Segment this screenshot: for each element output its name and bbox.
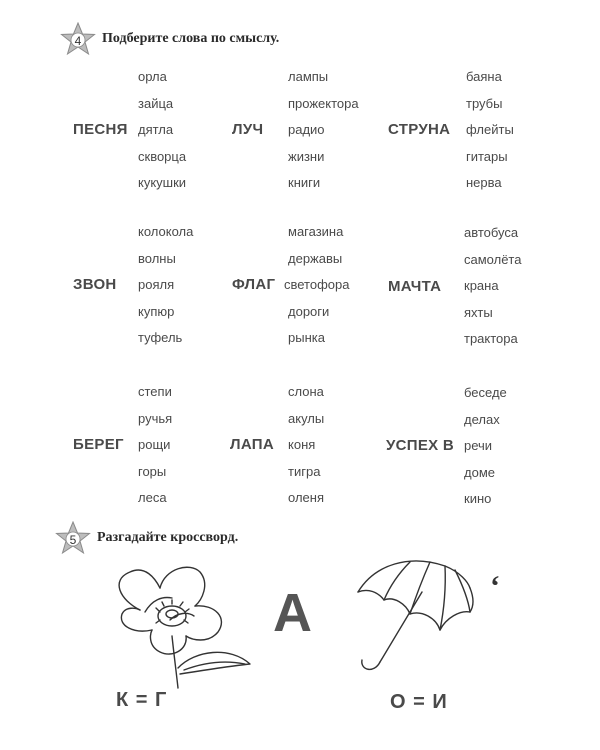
head-word: ЗВОН [73, 276, 117, 293]
option-word: волны [138, 250, 176, 266]
head-word: МАЧТА [388, 278, 442, 295]
left-letter-rule: К = Г [116, 689, 168, 711]
option-word: оленя [288, 490, 324, 506]
option-word: лампы [288, 69, 329, 84]
option-word: прожектора [288, 95, 359, 111]
option-word: гитары [466, 148, 508, 164]
head-word: БЕРЕГ [73, 436, 124, 453]
option-word: трубы [466, 95, 503, 111]
option-word: дятла [138, 122, 174, 138]
option-word: делах [464, 411, 500, 427]
option-word: баяна [466, 69, 502, 84]
option-word: туфель [138, 330, 183, 346]
option-list [284, 219, 349, 352]
option-word: рощи [138, 437, 171, 453]
task-title: Подберите слова по смыслу. [102, 31, 280, 46]
option-word: беседе [464, 385, 507, 400]
option-word: державы [288, 250, 343, 266]
option-word: нерва [466, 175, 502, 191]
option-list [464, 220, 521, 353]
option-word: ручья [138, 410, 173, 426]
option-word: тигра [288, 463, 321, 479]
option-word: трактора [464, 331, 518, 347]
head-word: ПЕСНЯ [73, 121, 128, 138]
option-word: купюр [138, 303, 175, 319]
option-word: коня [288, 437, 316, 453]
task-title: Разгадайте кроссворд. [97, 530, 239, 545]
option-word: кино [464, 491, 492, 507]
option-word: доме [464, 464, 495, 480]
right-letter-rule: О = И [390, 691, 448, 713]
option-word: жизни [288, 148, 325, 164]
option-word: акулы [288, 410, 325, 426]
poppy-flower-icon [100, 560, 270, 690]
option-word: яхты [464, 304, 493, 320]
option-word: самолёта [464, 251, 522, 267]
option-list [138, 219, 193, 352]
task-5-header [55, 521, 238, 555]
option-word: скворца [138, 148, 187, 164]
head-word: ЛАПА [230, 436, 274, 453]
option-word: зайца [138, 95, 174, 111]
option-word: кукушки [138, 175, 187, 191]
option-list [464, 380, 507, 513]
option-word: книги [288, 175, 321, 191]
option-word: рынка [288, 330, 325, 346]
head-word: УСПЕХ В [386, 437, 455, 454]
head-word: ФЛАГ [232, 276, 276, 293]
option-list [288, 64, 359, 197]
option-word: радио [288, 122, 325, 138]
task-number: 5 [69, 532, 77, 547]
crossword-letter: А [273, 583, 312, 643]
head-word: ЛУЧ [232, 121, 264, 138]
option-list [466, 64, 514, 197]
option-word: слона [288, 384, 324, 399]
option-word: дороги [288, 303, 330, 319]
option-word: колокола [138, 224, 194, 239]
option-word: горы [138, 463, 167, 479]
head-word: СТРУНА [388, 121, 451, 138]
option-list [138, 64, 186, 197]
option-word: светофора [284, 277, 350, 293]
apostrophe-mark: ‘ [490, 570, 500, 603]
umbrella-icon [350, 552, 480, 687]
option-list [288, 379, 324, 512]
task-number: 4 [74, 33, 82, 48]
option-word: автобуса [464, 225, 519, 240]
option-word: речи [464, 438, 493, 454]
task-4-header [60, 22, 279, 56]
option-word: рояля [138, 277, 175, 293]
option-word: орла [138, 69, 167, 84]
option-word: леса [138, 490, 167, 506]
option-word: степи [138, 384, 172, 399]
option-word: магазина [288, 224, 344, 239]
option-word: флейты [466, 122, 514, 138]
star-badge [55, 521, 91, 555]
option-list [138, 379, 172, 512]
star-badge [60, 22, 96, 56]
option-word: крана [464, 278, 499, 294]
